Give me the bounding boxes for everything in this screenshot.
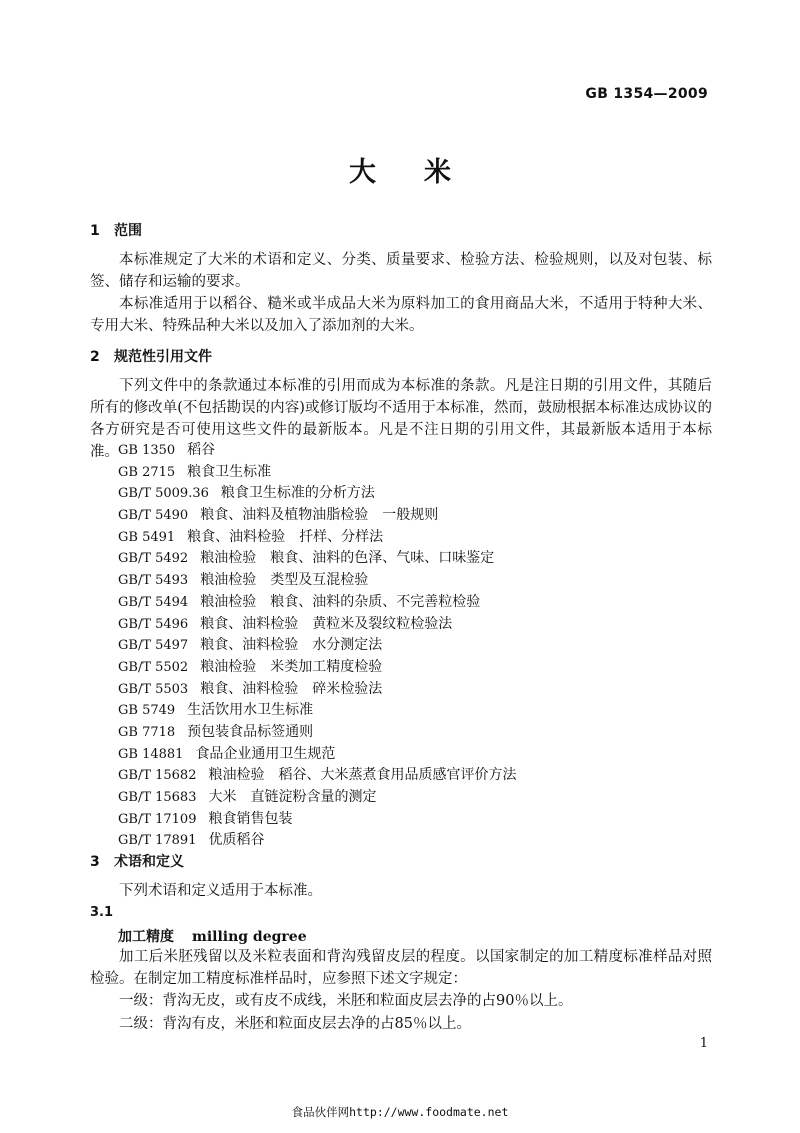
section-title: 范围: [114, 223, 142, 239]
reference-title: 粮油检验 粮食、油料的杂质、不完善粒检验: [200, 593, 481, 610]
term-english: milling degree: [192, 929, 307, 945]
reference-title: 粮食、油料及植物油脂检验 一般规则: [200, 507, 439, 524]
reference-item: [118, 592, 516, 614]
section-title: 规范性引用文件: [114, 349, 212, 365]
reference-code: GB/T 5493: [118, 573, 189, 589]
reference-title: 粮食、油料检验 黄粒米及裂纹粒检验法: [200, 615, 453, 632]
reference-title: 粮油检验 米类加工精度检验: [200, 658, 383, 675]
reference-item: [118, 744, 516, 766]
term-definition: 加工后米胚残留以及米粒表面和背沟残留皮层的程度。以国家制定的加工精度标准样品对照检验。在制定加工精度标准样品时，应参照下述文字规定：: [90, 949, 712, 987]
section-1-heading: [90, 220, 142, 240]
reference-title: 粮食、油料检验 扦样、分样法: [187, 528, 384, 545]
reference-item: [118, 722, 516, 744]
reference-code: GB 2715: [118, 464, 176, 480]
reference-title: 粮油检验 稻谷、大米蒸煮食用品质感官评价方法: [208, 767, 517, 784]
reference-item: [118, 614, 516, 636]
reference-list: [118, 440, 516, 852]
reference-title: 生活饮用水卫生标准: [187, 702, 314, 719]
reference-title: 粮油检验 类型及互混检验: [200, 572, 369, 589]
grade-2-text: 二级：背沟有皮，米胚和粒面皮层去净的占85％以上。: [119, 1016, 471, 1032]
reference-item: [118, 440, 516, 462]
references-intro: 下列文件中的条款通过本标准的引用而成为本标准的条款。凡是注日期的引用文件，其随后所有的修改单(不包括勘误的内容)或修订版均不适用于本标准，然而，鼓励根据本标准达成协议的各方研究是否可使用这些文件的最新版本。凡是不注日期的引用文件，其最新版本适用于本标准。: [90, 378, 712, 460]
reference-item: [118, 462, 516, 484]
clause-number: 3.1: [90, 905, 114, 920]
grade-1-text: 一级：背沟无皮，或有皮不成线，米胚和粒面皮层去净的占90％以上。: [119, 993, 573, 1009]
reference-title: 预包装食品标签通则: [187, 723, 314, 740]
document-title: 大米: [349, 157, 499, 188]
reference-code: GB/T 5490: [118, 508, 189, 524]
reference-code: GB/T 5009.36: [118, 486, 209, 502]
reference-item: [118, 765, 516, 787]
reference-item: [118, 657, 516, 679]
page-number: 1: [699, 1036, 708, 1051]
terms-intro: 下列术语和定义适用于本标准。: [119, 883, 322, 899]
reference-item: [118, 570, 516, 592]
reference-code: GB/T 5497: [118, 638, 189, 654]
reference-code: GB 5749: [118, 703, 176, 719]
reference-code: GB 5491: [118, 529, 176, 545]
reference-title: 粮食、油料检验 碎米检验法: [200, 680, 383, 697]
reference-code: GB/T 5496: [118, 616, 189, 632]
section-number: 2: [90, 349, 100, 365]
reference-title: 粮油检验 粮食、油料的色泽、气味、口味鉴定: [200, 550, 495, 567]
reference-item: [118, 527, 516, 549]
reference-title: 稻谷: [187, 442, 216, 458]
reference-code: GB/T 5502: [118, 659, 189, 675]
reference-title: 粮食卫生标准的分析方法: [220, 485, 375, 502]
section-number: 1: [90, 223, 100, 239]
reference-item: [118, 679, 516, 701]
term-chinese: 加工精度: [118, 929, 174, 945]
reference-code: GB/T 5503: [118, 681, 189, 697]
reference-item: [118, 809, 516, 831]
section-3-heading: [90, 851, 184, 871]
scope-paragraph-2: 本标准适用于以稻谷、糙米或半成品大米为原料加工的食用商品大米，不适用于特种大米、专用大米、特殊品种大米以及加入了添加剂的大米。: [90, 296, 712, 334]
reference-code: GB/T 17891: [118, 833, 197, 849]
reference-title: 粮食卫生标准: [187, 463, 272, 480]
standard-number: GB 1354—2009: [585, 86, 708, 102]
reference-title: 优质稻谷: [208, 832, 265, 849]
reference-item: [118, 483, 516, 505]
reference-code: GB/T 17109: [118, 811, 197, 827]
reference-item: [118, 787, 516, 809]
reference-item: [118, 505, 516, 527]
reference-title: 粮食、油料检验 水分测定法: [200, 637, 383, 654]
reference-code: GB/T 5494: [118, 594, 189, 610]
reference-item: [118, 830, 516, 852]
footer-watermark: 食品伙伴网http://www.foodmate.net: [291, 1105, 509, 1119]
reference-item: [118, 548, 516, 570]
section-number: 3: [90, 854, 100, 870]
section-title: 术语和定义: [114, 854, 184, 870]
reference-title: 粮食销售包装: [208, 810, 293, 827]
reference-title: 大米 直链淀粉含量的测定: [208, 789, 377, 805]
term-heading: [118, 926, 307, 946]
reference-code: GB/T 5492: [118, 551, 189, 567]
scope-paragraph-1: 本标准规定了大米的术语和定义、分类、质量要求、检验方法、检验规则，以及对包装、标签、储存和运输的要求。: [90, 252, 712, 290]
reference-code: GB/T 15682: [118, 768, 197, 784]
reference-item: [118, 635, 516, 657]
reference-title: 食品企业通用卫生规范: [195, 745, 336, 762]
reference-code: GB 1350: [118, 443, 176, 458]
reference-code: GB/T 15683: [118, 790, 197, 805]
reference-code: GB 14881: [118, 746, 184, 762]
section-2-heading: [90, 346, 212, 366]
reference-code: GB 7718: [118, 724, 176, 740]
reference-item: [118, 700, 516, 722]
